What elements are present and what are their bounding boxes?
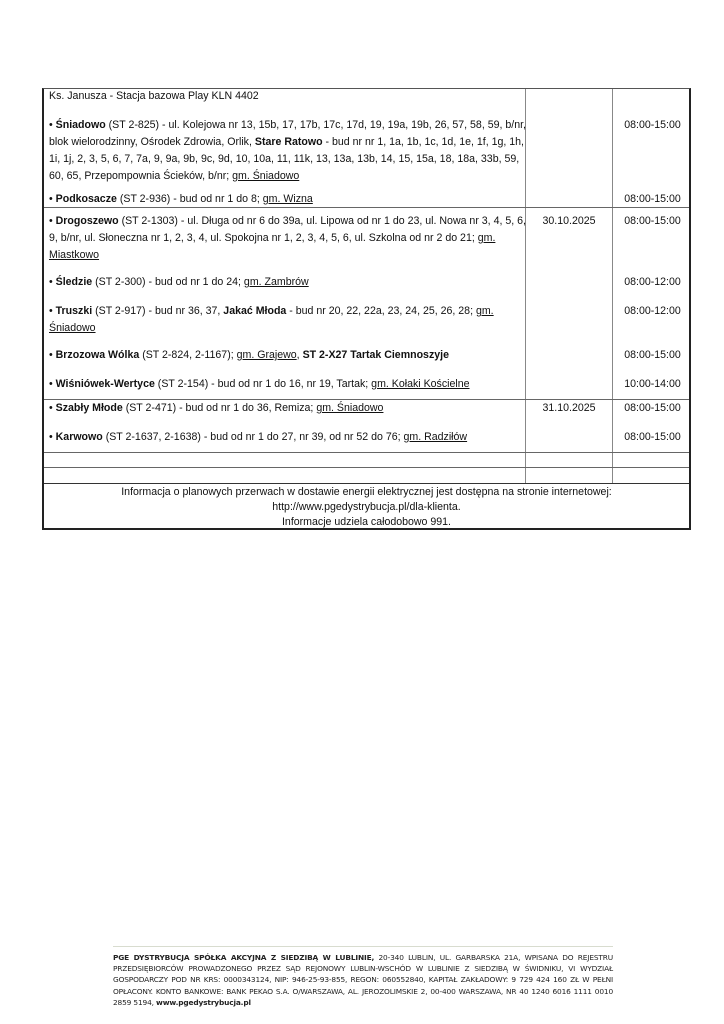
entry-text: - bud nr nr 1, 1a, 1b, 1c, 1d, 1e, 1f, 1g, 1h, 1i, 1j, 2, 3, 5, 6, 7, 7a, 9, 9a, 9b, 9c, 9d, 10, 10a, 11, 11k, 13, 13a, 13b, 14, 15, 15a, 18, 18a, 33b, 59, 60, 65, Przepompownia Ścieków, b/nr; bbox=[49, 136, 524, 182]
locality-name: Truszki bbox=[55, 305, 93, 317]
outage-time: 08:00-12:00 bbox=[624, 305, 681, 317]
entry-text: • bbox=[49, 305, 56, 317]
entry-text: (ST 2-824, 2-1167); bbox=[139, 349, 237, 361]
municipality-label: gm. Kołaki Kościelne bbox=[371, 378, 470, 390]
column-divider bbox=[612, 89, 613, 483]
locality-name: Karwowo bbox=[55, 431, 103, 443]
outage-date: 31.10.2025 bbox=[542, 402, 596, 414]
outage-time: 08:00-15:00 bbox=[624, 215, 681, 227]
outage-entry bbox=[49, 303, 527, 337]
info-line: Informacja o planowych przerwach w dostawie energii elektrycznej jest dostępna na stronie internetowej: bbox=[121, 486, 612, 498]
outage-time: 08:00-15:00 bbox=[624, 119, 681, 131]
info-url: http://www.pgedystrybucja.pl/dla-klienta. bbox=[272, 501, 461, 513]
locality-name: Brzozowa Wólka bbox=[55, 349, 140, 361]
footer-divider bbox=[113, 946, 613, 947]
outage-entry bbox=[49, 191, 527, 208]
entry-text: , bbox=[296, 349, 303, 361]
outage-time: 08:00-15:00 bbox=[624, 431, 681, 443]
row-divider bbox=[44, 467, 689, 468]
entry-text: (ST 2-1303) - ul. Długa od nr 6 do 39a, ul. Lipowa od nr 1 do 23, ul. Nowa nr 3, 4, 5, 6, 9, b/nr, ul. Słoneczna nr 1, 2, 3, 4, ul. Spokojna nr 1, 2, 3, 4, 5, 6, ul. Szkolna od nr 2 do 21; bbox=[49, 215, 526, 244]
outage-entry bbox=[49, 376, 527, 393]
outage-entry bbox=[49, 88, 527, 105]
municipality-label: gm. Grajewo bbox=[236, 349, 297, 361]
entry-text: (ST 2-300) - bud od nr 1 do 24; bbox=[92, 276, 244, 288]
info-phone: Informacje udziela całodobowo 991. bbox=[281, 516, 452, 528]
entry-text: • bbox=[49, 119, 56, 131]
entry-text: • bbox=[49, 402, 56, 414]
company-details: 20-340 LUBLIN, UL. GARBARSKA 21A, WPISANA DO REJESTRU PRZEDSIĘBIORCÓW PROWADZONEGO PRZEZ SĄD REJONOWY LUBLIN-WSCHÓD W LUBLINIE Z SIEDZIBĄ W ŚWIDNIKU, VI WYDZIAŁ GOSPODARCZY POD NR KRS: 0000343124, NIP: 946-25-93-855, REGON: 060552840, KAPITAŁ ZAKŁADOWY: 9 729 424 160 ZŁ W PEŁNI OPŁACONY. KONTO BANKOWE: BANK PEKAO S.A. O/WARSZAWA, AL. JEROZOLIMSKIE 2, 00-400 WARSZAWA, NR 40 1240 6016 1111 0010 2859 5194, bbox=[113, 953, 613, 1007]
outage-date: 30.10.2025 bbox=[542, 215, 596, 227]
company-footer bbox=[113, 952, 613, 1008]
outage-time: 08:00-12:00 bbox=[624, 276, 681, 288]
locality-name: Podkosacze bbox=[55, 193, 117, 205]
entry-text: (ST 2-936) - bud od nr 1 do 8; bbox=[116, 193, 263, 205]
locality-name: Wiśniówek-Wertyce bbox=[55, 378, 155, 390]
outage-entry bbox=[49, 400, 527, 417]
outage-entry bbox=[49, 347, 527, 364]
municipality-label: gm. Śniadowo bbox=[316, 402, 384, 414]
locality-name: Drogoszewo bbox=[55, 215, 119, 227]
outage-time: 08:00-15:00 bbox=[624, 349, 681, 361]
entry-text: (ST 2-1637, 2-1638) - bud od nr 1 do 27, nr 39, od nr 52 do 76; bbox=[102, 431, 404, 443]
municipality-label: gm. Miastkowo bbox=[49, 232, 496, 261]
entry-text: • bbox=[49, 193, 56, 205]
outage-entry bbox=[49, 117, 527, 185]
entry-text: - bud nr 20, 22, 22a, 23, 24, 25, 26, 28; bbox=[286, 305, 476, 317]
municipality-label: gm. Zambrów bbox=[243, 276, 309, 288]
locality-name: Stare Ratowo bbox=[254, 136, 323, 148]
company-name: PGE DYSTRYBUCJA SPÓŁKA AKCYJNA Z SIEDZIBĄ W LUBLINIE, bbox=[113, 953, 375, 962]
outage-entry bbox=[49, 274, 527, 291]
entry-text: • bbox=[49, 215, 56, 227]
entry-text: (ST 2-917) - bud nr 36, 37, bbox=[92, 305, 224, 317]
entry-text: • bbox=[49, 349, 56, 361]
entry-text: • bbox=[49, 431, 56, 443]
row-divider bbox=[44, 452, 689, 453]
locality-name: Śledzie bbox=[55, 276, 93, 288]
locality-name: Śniadowo bbox=[55, 119, 106, 131]
outage-time: 10:00-14:00 bbox=[624, 378, 681, 390]
municipality-label: gm. Wizna bbox=[262, 193, 313, 205]
locality-name: Szabły Młode bbox=[55, 402, 123, 414]
municipality-label: gm. Radziłów bbox=[403, 431, 468, 443]
locality-name: Jakać Młoda bbox=[223, 305, 287, 317]
entry-text: (ST 2-825) - ul. Kolejowa nr 13, 15b, 17, 17b, 17c, 17d, 19, 19a, 19b, 26, 57, 58, 59, b/nr, blok wielorodzinny, Ośrodek Zdrowia, Orlik, bbox=[49, 119, 526, 148]
outage-time: 08:00-15:00 bbox=[624, 193, 681, 205]
entry-text: • bbox=[49, 378, 56, 390]
entry-text: Ks. Janusza - Stacja bazowa Play KLN 4402 bbox=[49, 90, 259, 102]
locality-name: ST 2-X27 Tartak Ciemnoszyje bbox=[302, 349, 449, 361]
outage-entry bbox=[49, 429, 527, 446]
outage-entry bbox=[49, 213, 527, 264]
municipality-label: gm. Śniadowo bbox=[232, 170, 300, 182]
entry-text: (ST 2-154) - bud od nr 1 do 16, nr 19, Tartak; bbox=[154, 378, 372, 390]
entry-text: (ST 2-471) - bud od nr 1 do 36, Remiza; bbox=[122, 402, 317, 414]
row-divider bbox=[44, 483, 689, 484]
entry-text: • bbox=[49, 276, 56, 288]
outage-time: 08:00-15:00 bbox=[624, 402, 681, 414]
company-website: www.pgedystrybucja.pl bbox=[156, 997, 251, 1007]
municipality-label: gm. Śniadowo bbox=[49, 305, 494, 334]
